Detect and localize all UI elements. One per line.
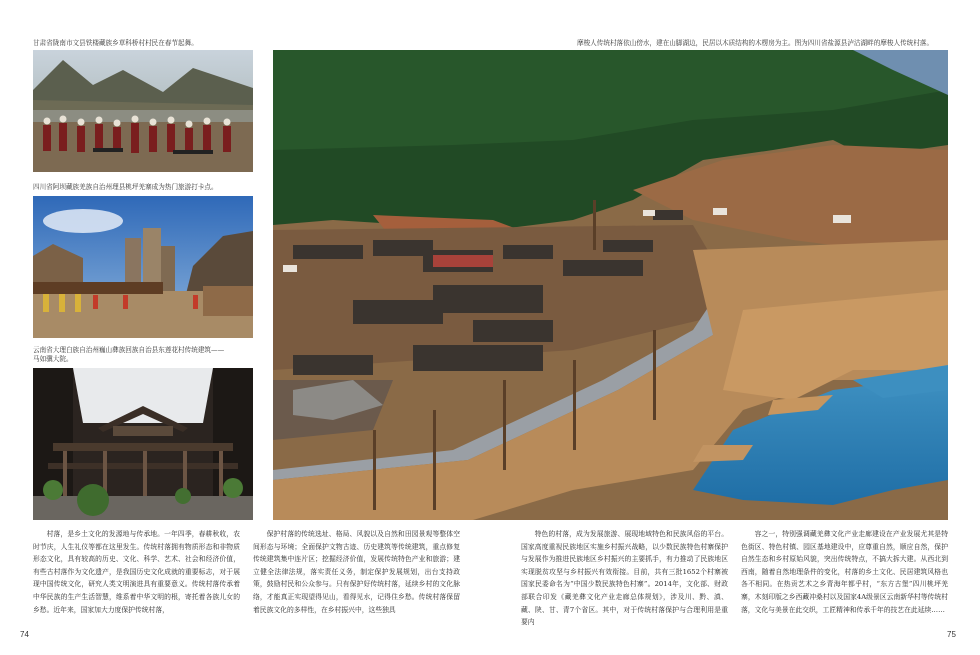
caption-courtyard-photo-line1: 云南省大理白族自治州巍山彝族回族自治县东莲花村传统建筑—— [33,346,225,354]
caption-courtyard-photo-line2: 马如骥大院。 [33,355,73,363]
body-column-1: 村落，是乡土文化的发源地与传承地。一年四季，春耕秋收，农时节庆，人生礼仪等都在这里发生。传统村落拥有物质形态和非物质形态文化，具有较高的历史、文化、科学、艺术、社会和经济价值，有些古村落作为文化遗产，是我国历史文化成就的重要标志，对于展现中国传统文化，研究人类文明演进具有重要意义。传统村落传承着中华民族的生产生活智慧，维系着中华文明的根，寄托着各族儿女的乡愁。近年来，国家加大力度保护传统村落， [33,530,240,614]
page-number-right: 75 [947,630,956,639]
caption-mosuo-village-photo: 摩梭人传统村落依山傍水，建在山脚湖边，民居以木质结构的木楞房为主。图为四川省盐源县泸沽湖畔的摩梭人传统村落。 [577,39,934,47]
photo-qiang-watchtowers [33,196,253,338]
page-number-left: 74 [20,630,29,639]
body-column-4: 容之一，特别强调藏羌彝文化产业走廊建设在产业发展尤其是特色街区、特色村镇、园区基地建设中，应尊重自然，顺应自然，保护自然生态和乡村原始风貌，突出传统特点，不搞大拆大建。从西北到西南，随着自然地理条件的变化，村落的乡土文化、民居建筑风格也各不相同。在热贡艺术之乡青海年都乎村，“东方古堡”四川桃坪羌寨，木刻印版之乡西藏冲桑村以及国家4A级景区云南新华村等传统村落，文化与美景在此交织，工匠精神和传承千年的技艺在此延续…… [741,530,948,614]
body-column-3: 特色的村落，成为发展旅游、展现地域特色和民族风俗的平台。国家高度重视民族地区实施乡村振兴战略，以少数民族特色村寨保护与发展作为推进民族地区乡村振兴的主要抓手，有力推动了民族地区实现脱贫攻坚与乡村振兴有效衔接。目前，共有三批1652个村寨被国家民委命名为“中国少数民族特色村寨”。2014年，文化部、财政部联合印发《藏羌彝文化产业走廊总体规划》，涉及川、黔、滇、藏、陕、甘、青7个省区。其中，对于传统村落保护与合理利用是重要内 [521,530,728,627]
caption-dance-photo: 甘肃省陇南市文县铁楼藏族乡草科桥村村民在春节起舞。 [33,39,198,47]
caption-qiang-village-photo: 四川省阿坝藏族羌族自治州理县桃坪羌寨成为热门旅游打卡点。 [33,183,218,191]
body-column-2: 保护村落的传统选址、格局、风貌以及自然和田园景观等整体空间形态与环境；全面保护文物古迹、历史建筑等传统建筑，重点修复传统建筑集中连片区；挖掘经济价值，发展传统特色产业和旅游；建立健全法律法规，落实责任义务，制定保护发展规划，出台支持政策，鼓励村民和公众参与。只有保护好传统村落，延续乡村的文化脉络，才能真正实现望得见山，看得见水，记得住乡愁。传统村落保留着民族文化的多样性，在乡村振兴中，这些独具 [253,530,460,614]
photo-villagers-dancing [33,50,253,172]
photo-traditional-courtyard [33,368,253,520]
photo-mosuo-village-lake [273,50,948,520]
